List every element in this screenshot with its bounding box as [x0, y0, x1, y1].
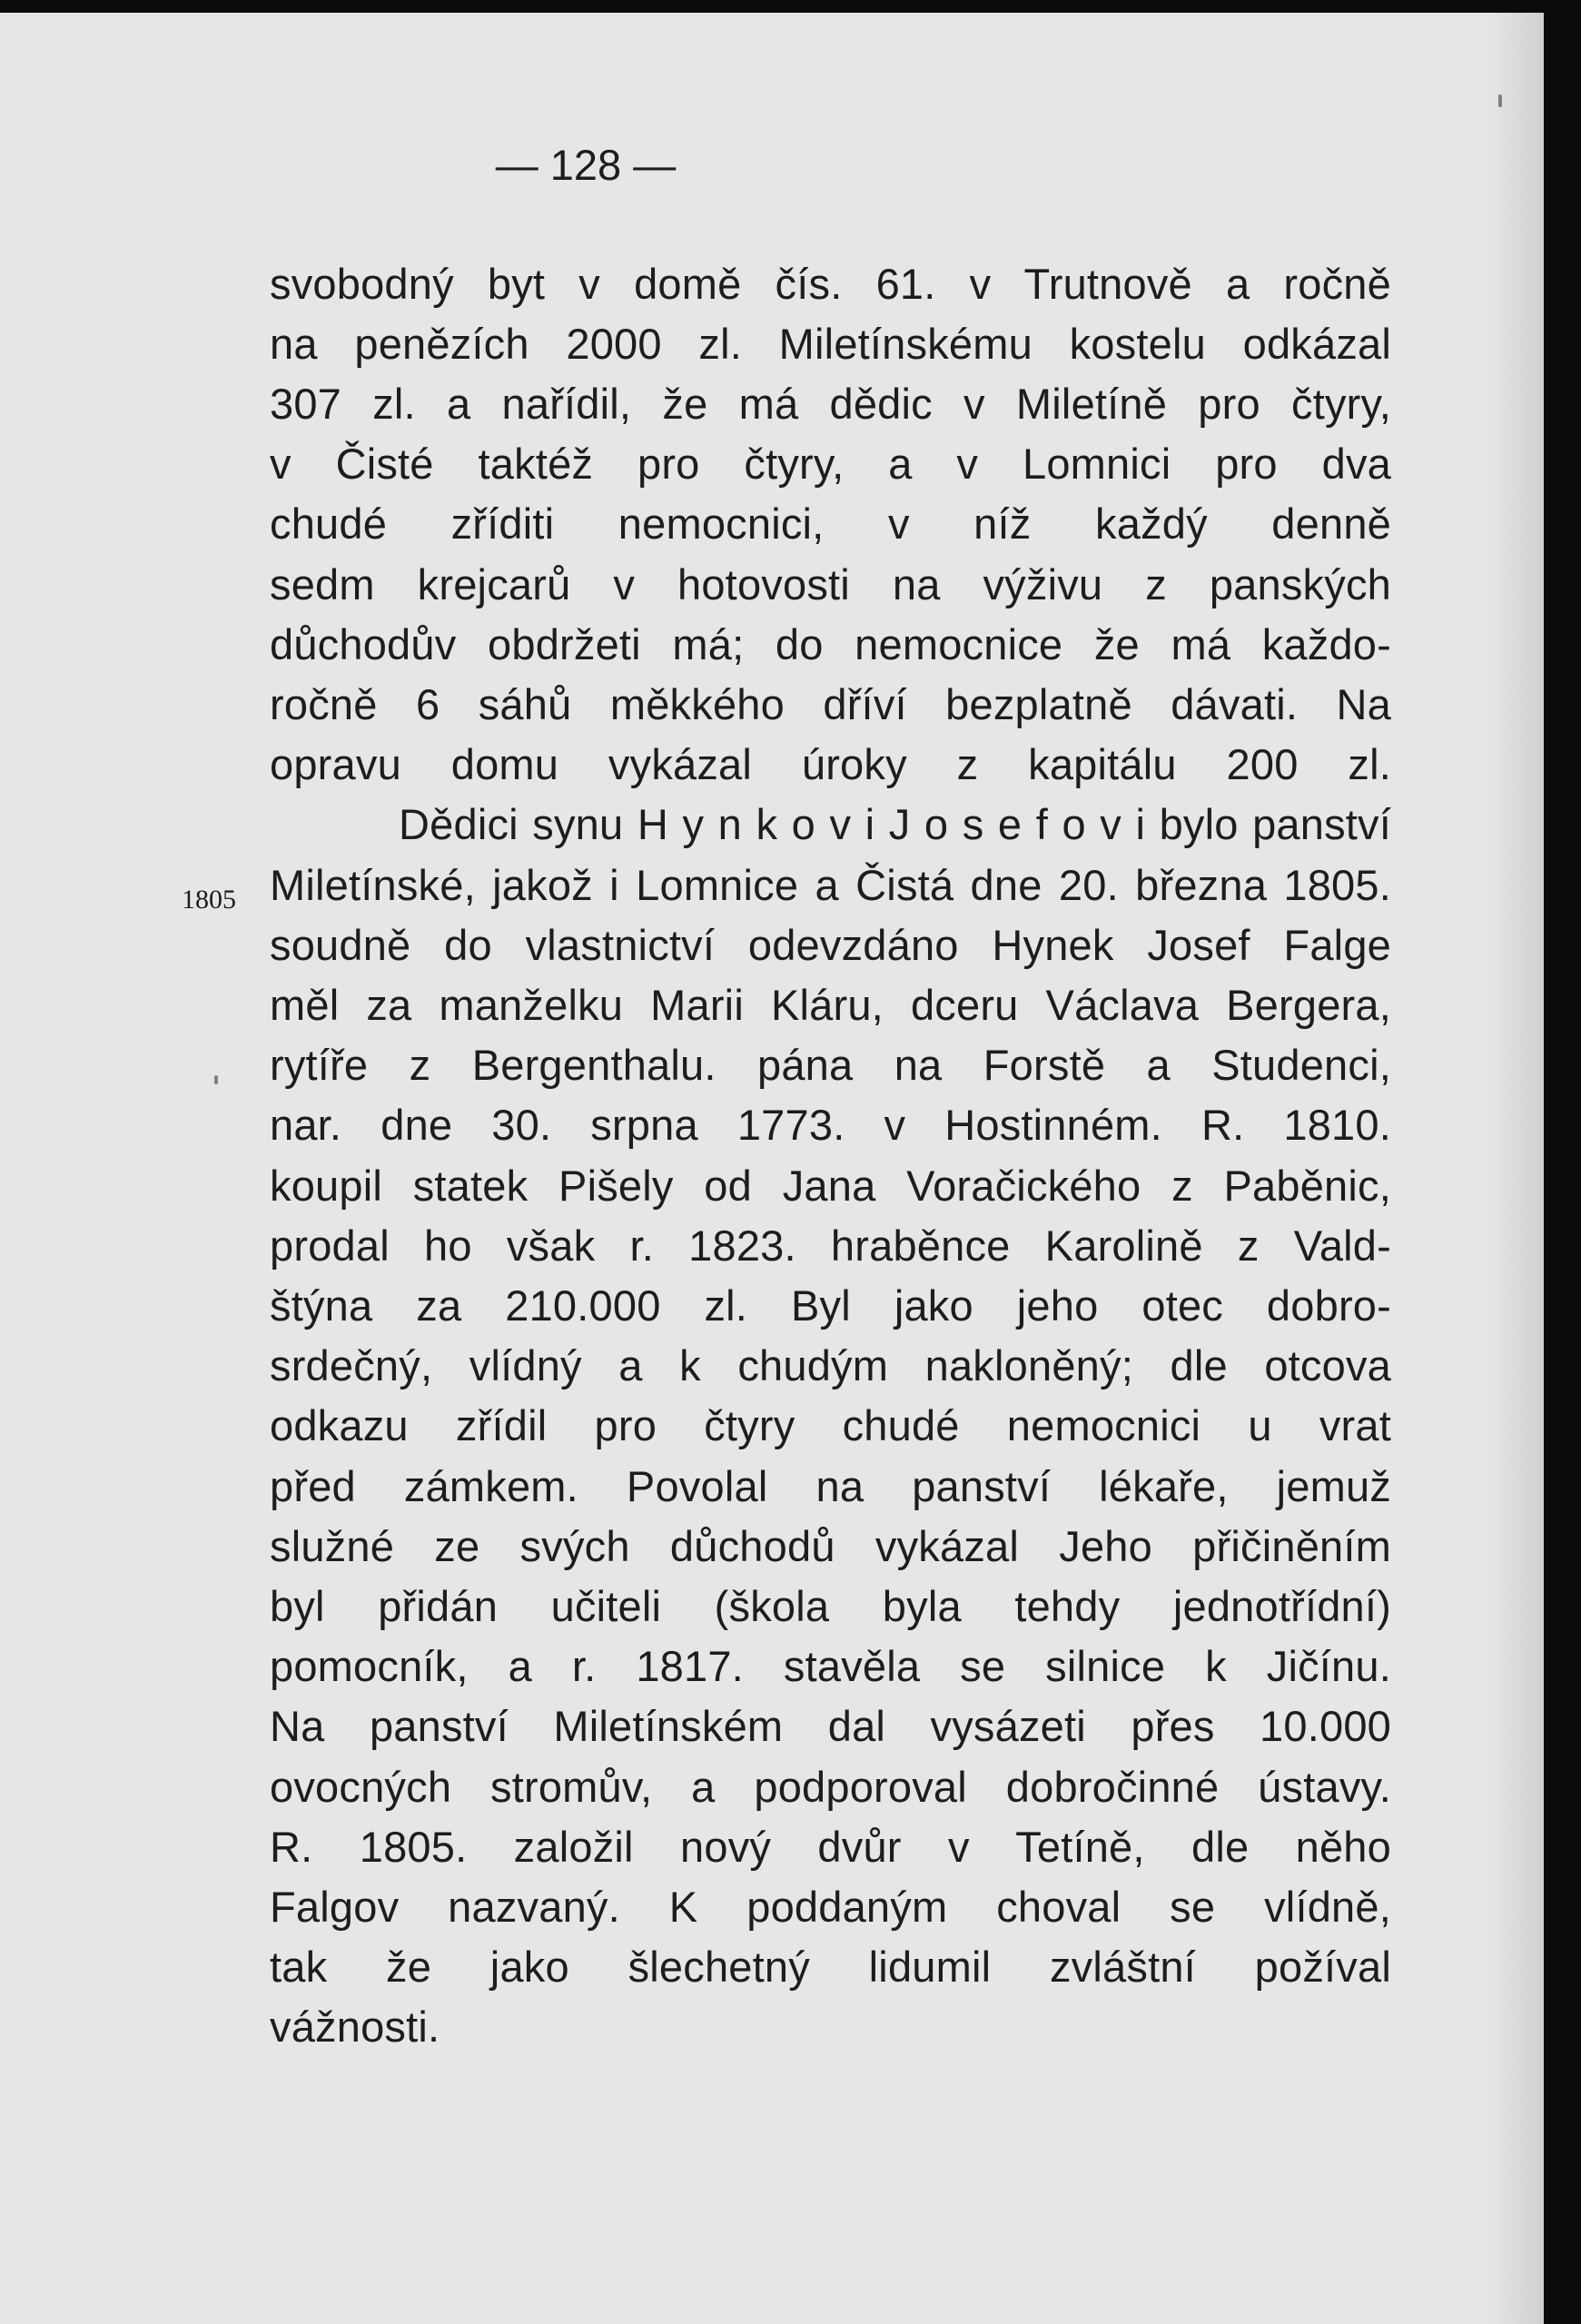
text-line: opravu domu vykázal úroky z kapitálu 200 zl. — [270, 740, 1391, 788]
book-page — [0, 13, 1544, 2324]
text-line: svobodný byt v domě čís. 61. v Trutnově a ročně — [270, 260, 1391, 308]
text-line: ročně 6 sáhů měkkého dříví bezplatně dávati. Na — [270, 680, 1391, 728]
text-line: služné ze svých důchodů vykázal Jeho přičiněním — [270, 1522, 1391, 1570]
ink-speck — [1498, 94, 1502, 107]
text-line: nar. dne 30. srpna 1773. v Hostinném. R. 1810. — [270, 1101, 1391, 1149]
text-line: Dědici synu H y n k o v i J o s e f o v i bylo panství — [399, 800, 1391, 848]
text-line: 307 zl. a nařídil, že má dědic v Miletíně pro čtyry, — [270, 380, 1391, 428]
text-line: měl za manželku Marii Kláru, dceru Václava Bergera, — [270, 981, 1391, 1029]
margin-year-note: 1805 — [182, 885, 236, 915]
page-number: — 128 — — [495, 141, 677, 189]
text-line: sedm krejcarů v hotovosti na výživu z panských — [270, 560, 1391, 608]
text-line: byl přidán učiteli (škola byla tehdy jednotřídní) — [270, 1582, 1391, 1630]
text-line: chudé zříditi nemocnici, v níž každý denně — [270, 499, 1391, 548]
text-line: koupil statek Pišely od Jana Voračického z Paběnic, — [270, 1162, 1391, 1210]
text-line: Na panství Miletínském dal vysázeti přes 10.000 — [270, 1702, 1391, 1750]
text-line: na penězích 2000 zl. Miletínskému kostelu odkázal — [270, 320, 1391, 368]
page-edge-shadow — [1489, 13, 1544, 2324]
text-line: R. 1805. založil nový dvůr v Tetíně, dle něho — [270, 1823, 1391, 1871]
text-line: Falgov nazvaný. K poddaným choval se vlídně, — [270, 1883, 1391, 1931]
text-line: vážnosti. — [270, 2003, 440, 2051]
text-line: srdečný, vlídný a k chudým nakloněný; dle otcova — [270, 1341, 1391, 1389]
text-line: prodal ho však r. 1823. hraběnce Karolině z Vald- — [270, 1221, 1391, 1270]
text-line: štýna za 210.000 zl. Byl jako jeho otec dobro- — [270, 1281, 1391, 1330]
text-line: důchodův obdržeti má; do nemocnice že má každo- — [270, 620, 1391, 668]
text-line: rytíře z Bergenthalu. pána na Forstě a Studenci, — [270, 1041, 1391, 1089]
text-line: pomocník, a r. 1817. stavěla se silnice k Jičínu. — [270, 1642, 1391, 1690]
text-line: Miletínské, jakož i Lomnice a Čistá dne 20. března 1805. — [270, 861, 1391, 909]
text-line: soudně do vlastnictví odevzdáno Hynek Josef Falge — [270, 921, 1391, 969]
text-line: odkazu zřídil pro čtyry chudé nemocnici u vrat — [270, 1401, 1391, 1449]
text-line: ovocných stromův, a podporoval dobročinné ústavy. — [270, 1763, 1391, 1811]
text-line: v Čisté taktéž pro čtyry, a v Lomnici pro dva — [270, 440, 1391, 488]
ink-speck — [214, 1075, 218, 1084]
text-line: před zámkem. Povolal na panství lékaře, jemuž — [270, 1462, 1391, 1510]
text-line: tak že jako šlechetný lidumil zvláštní požíval — [270, 1943, 1391, 1991]
